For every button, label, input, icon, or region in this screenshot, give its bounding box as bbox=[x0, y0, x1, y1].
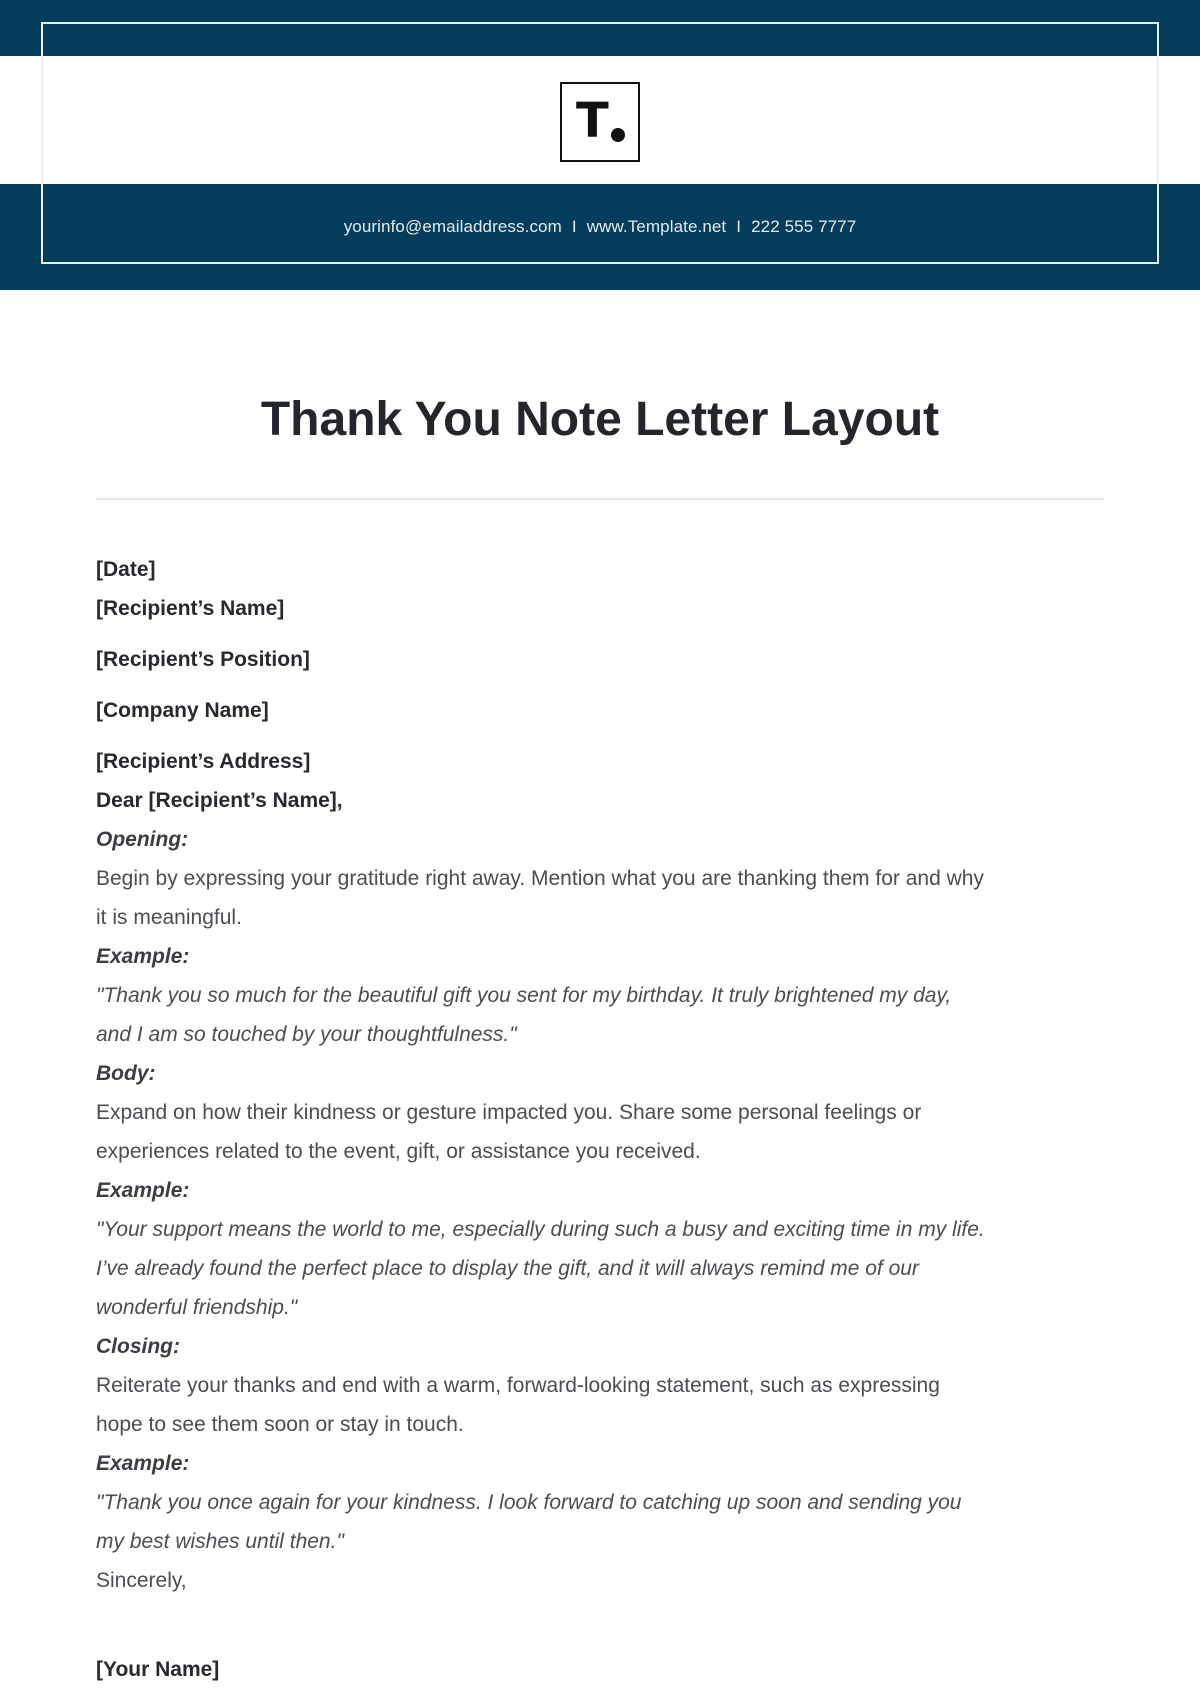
template-logo bbox=[560, 82, 640, 162]
salutation: Dear [Recipient’s Name], bbox=[96, 789, 343, 812]
company-name-field: [Company Name] bbox=[96, 699, 269, 722]
body-example-line: "Your support means the world to me, especially during such a busy and exciting time in my life. bbox=[96, 1218, 985, 1241]
recipient-name-field: [Recipient’s Name] bbox=[96, 597, 285, 620]
contact-separator: I bbox=[571, 217, 577, 236]
closing-example-line: "Thank you once again for your kindness. I look forward to catching up soon and sending you bbox=[96, 1491, 962, 1514]
body-example-line: I’ve already found the perfect place to display the gift, and it will always remind me of our bbox=[96, 1257, 919, 1280]
opening-example-line: and I am so touched by your thoughtfulness." bbox=[96, 1023, 517, 1046]
body-text-line: experiences related to the event, gift, or assistance you received. bbox=[96, 1140, 701, 1163]
date-field: [Date] bbox=[96, 558, 156, 581]
closing-text-line: hope to see them soon or stay in touch. bbox=[96, 1413, 464, 1436]
recipient-position-field: [Recipient’s Position] bbox=[96, 648, 310, 671]
signoff: Sincerely, bbox=[96, 1569, 187, 1592]
contact-info bbox=[0, 216, 1200, 238]
opening-text-line: it is meaningful. bbox=[96, 906, 242, 929]
body-example-label: Example: bbox=[96, 1179, 190, 1202]
body-example-line: wonderful friendship." bbox=[96, 1296, 298, 1319]
your-name-field: [Your Name] bbox=[96, 1658, 220, 1681]
opening-heading: Opening: bbox=[96, 828, 189, 851]
closing-example-line: my best wishes until then." bbox=[96, 1530, 344, 1553]
contact-phone: 222 555 7777 bbox=[751, 217, 857, 236]
closing-text-line: Reiterate your thanks and end with a warm, forward-looking statement, such as expressing bbox=[96, 1374, 940, 1397]
body-heading: Body: bbox=[96, 1062, 156, 1085]
opening-example-label: Example: bbox=[96, 945, 190, 968]
opening-text-line: Begin by expressing your gratitude right away. Mention what you are thanking them for and why bbox=[96, 867, 984, 890]
contact-website: www.Template.net bbox=[586, 217, 727, 236]
logo-dot-icon bbox=[611, 128, 625, 142]
contact-email: yourinfo@emailaddress.com bbox=[343, 217, 562, 236]
closing-example-label: Example: bbox=[96, 1452, 190, 1475]
recipient-address-field: [Recipient’s Address] bbox=[96, 750, 311, 773]
page-title: Thank You Note Letter Layout bbox=[260, 393, 940, 446]
contact-separator: I bbox=[736, 217, 742, 236]
body-text-line: Expand on how their kindness or gesture impacted you. Share some personal feelings or bbox=[96, 1101, 922, 1124]
closing-heading: Closing: bbox=[96, 1335, 180, 1358]
title-divider bbox=[96, 498, 1104, 500]
logo-letter: T bbox=[576, 93, 609, 149]
opening-example-line: "Thank you so much for the beautiful gift you sent for my birthday. It truly brightened my day, bbox=[96, 984, 952, 1007]
